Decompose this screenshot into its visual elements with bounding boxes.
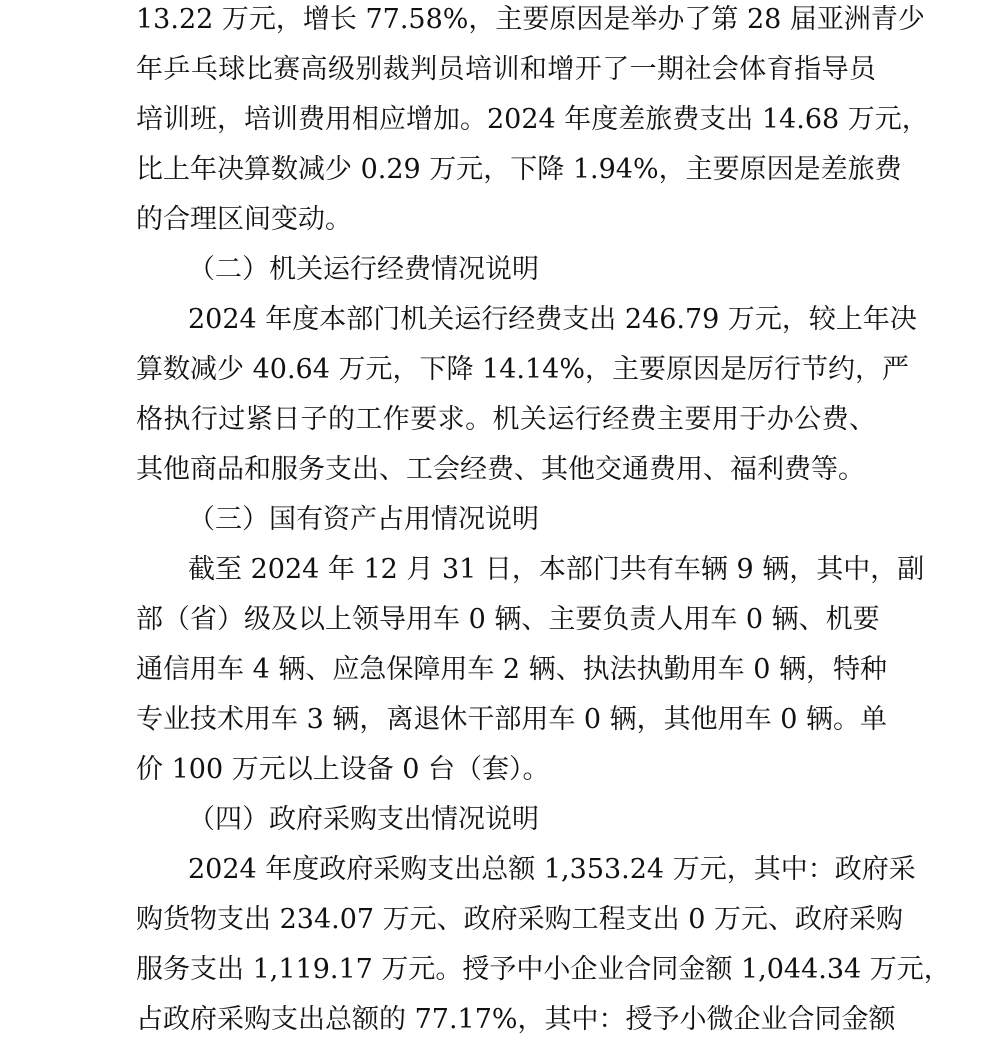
paragraph-line: 格执行过紧日子的工作要求。机关运行经费主要用于办公费、 xyxy=(136,404,876,435)
paragraph-line: 价 100 万元以上设备 0 台（套）。 xyxy=(136,754,550,785)
paragraph-line: 2024 年度本部门机关运行经费支出 246.79 万元，较上年决 xyxy=(188,304,917,335)
paragraph-line: 比上年决算数减少 0.29 万元，下降 1.94%，主要原因是差旅费 xyxy=(136,154,902,185)
paragraph-line: 13.22 万元，增长 77.58%，主要原因是举办了第 28 届亚洲青少 xyxy=(136,4,925,35)
paragraph-line: 年乒乓球比赛高级别裁判员培训和增开了一期社会体育指导员 xyxy=(136,54,876,85)
section-heading: （二）机关运行经费情况说明 xyxy=(188,254,539,285)
paragraph-line: 2024 年度政府采购支出总额 1,353.24 万元，其中：政府采 xyxy=(188,854,916,885)
section-heading: （三）国有资产占用情况说明 xyxy=(188,504,539,535)
paragraph-line: 购货物支出 234.07 万元、政府采购工程支出 0 万元、政府采购 xyxy=(136,904,903,935)
paragraph-line: 截至 2024 年 12 月 31 日，本部门共有车辆 9 辆，其中，副 xyxy=(188,554,925,585)
paragraph-line: 专业技术用车 3 辆，离退休干部用车 0 辆，其他用车 0 辆。单 xyxy=(136,704,888,735)
paragraph-line: 算数减少 40.64 万元，下降 14.14%，主要原因是厉行节约，严 xyxy=(136,354,909,385)
paragraph-line: 部（省）级及以上领导用车 0 辆、主要负责人用车 0 辆、机要 xyxy=(136,604,880,635)
paragraph-line: 培训班，培训费用相应增加。2024 年度差旅费支出 14.68 万元， xyxy=(136,104,929,135)
paragraph-line: 的合理区间变动。 xyxy=(136,204,352,235)
paragraph-line: 占政府采购支出总额的 77.17%，其中：授予小微企业合同金额 xyxy=(136,1004,896,1035)
paragraph-line: 通信用车 4 辆、应急保障用车 2 辆、执法执勤用车 0 辆，特种 xyxy=(136,654,888,685)
section-heading: （四）政府采购支出情况说明 xyxy=(188,804,539,835)
paragraph-line: 服务支出 1,119.17 万元。授予中小企业合同金额 1,044.34 万元， xyxy=(136,954,951,985)
paragraph-line: 其他商品和服务支出、工会经费、其他交通费用、福利费等。 xyxy=(136,454,865,485)
